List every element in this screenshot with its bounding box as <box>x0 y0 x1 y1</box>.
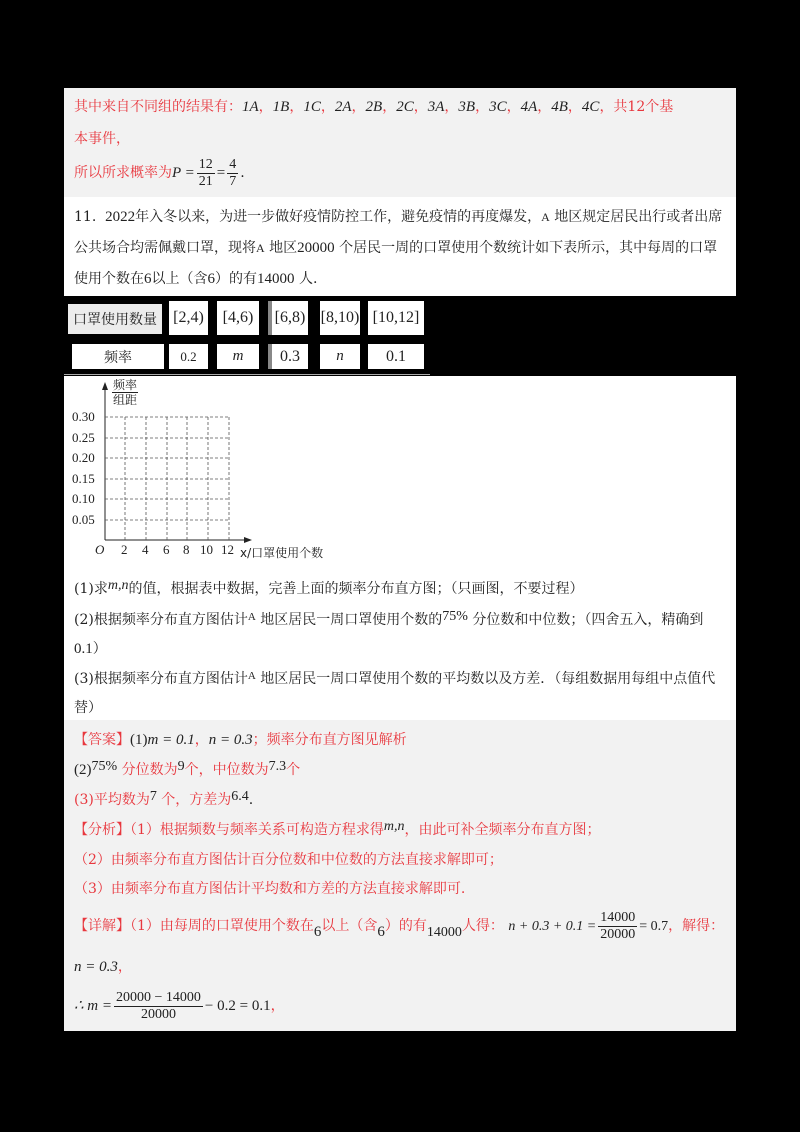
frac-den: 20000 <box>600 926 636 942</box>
y-label-denominator: 组距 <box>113 393 138 407</box>
detail-line-2 <box>74 958 132 976</box>
analysis-tag: 【分析】 <box>74 822 130 838</box>
table-interval: [6,8) <box>268 301 308 335</box>
outcome: 2C <box>396 99 414 115</box>
detail-tag: 【详解】 <box>74 918 130 934</box>
y-tick: 0.05 <box>72 512 95 527</box>
chart-subquestions-block <box>64 376 736 720</box>
table-bottom-rule <box>64 374 430 375</box>
text: 地区规定居民出行或者出席 <box>554 209 723 225</box>
threshold: 6 <box>144 271 152 287</box>
text: （1）根据频数与频率关系可构造方程求得 <box>130 822 384 838</box>
text: (3)平均数为 <box>74 792 150 808</box>
threshold: 6 <box>377 924 385 940</box>
text: 分位数和中位数；（四舍五入，精确到 <box>472 612 704 628</box>
percentile: 75% <box>91 759 118 774</box>
vars-m-n: m,n <box>107 578 129 593</box>
probability-prefix: 所以所求概率为 <box>74 165 172 181</box>
percentile: 75% <box>442 609 468 624</box>
period: . <box>248 792 254 808</box>
m-value: m = 0.1 <box>147 732 195 748</box>
frac-num: 20000 − 14000 <box>116 989 201 1005</box>
text: 人得： <box>461 918 504 934</box>
table-frequency: 0.1 <box>368 344 424 369</box>
text: 分位数为 <box>121 762 178 778</box>
subquestion-3 <box>74 670 715 689</box>
origin-label: O <box>95 542 105 557</box>
question-line-3 <box>74 270 317 288</box>
fraction-m-calc <box>114 990 203 1023</box>
table-frequency-n <box>320 344 360 369</box>
text: ；频率分布直方图见解析 <box>252 732 407 748</box>
m-rhs: − 0.2 = 0.1 <box>204 998 271 1014</box>
events-line: 本事件， <box>74 131 130 147</box>
population: 20000 <box>297 240 335 256</box>
histogram-chart <box>64 376 354 566</box>
mean-value: 7 <box>149 789 157 804</box>
var-m: m <box>232 348 244 364</box>
frac-den: 21 <box>198 173 213 189</box>
text: （1）由每周的口罩使用个数在 <box>130 918 314 934</box>
x-tick: 8 <box>183 542 190 557</box>
text: (3)根据频率分布直方图估计 <box>74 671 248 687</box>
fraction-12-21 <box>197 157 215 190</box>
table-frequency: 0.2 <box>169 344 208 369</box>
outcome: 3A <box>427 99 445 115</box>
frequency-table <box>64 296 430 376</box>
question-number: 11. <box>74 209 97 225</box>
y-axis-label <box>112 378 138 407</box>
frac-num: 14000 <box>600 909 636 925</box>
table-interval: [2,4) <box>169 301 208 335</box>
precision: 0.1 <box>74 641 93 657</box>
y-label-numerator: 频率 <box>113 378 138 392</box>
table-header-count: 口罩使用数量 <box>68 304 162 334</box>
table-frequency-m <box>217 344 259 369</box>
answer-line-1 <box>74 731 407 749</box>
text: 个 <box>286 762 301 778</box>
probability-line <box>74 156 245 190</box>
m-lhs: ∴ m = <box>74 998 112 1014</box>
region-a: A <box>256 241 265 255</box>
text: 地区 <box>269 240 298 256</box>
x-axis-label: x/口罩使用个数 <box>240 546 324 560</box>
fraction-4-7 <box>227 157 238 190</box>
frac-num: 4 <box>229 156 237 172</box>
outcomes-line: 其中来自不同组的结果有：1A，1B，1C，2A，2B，2C，3A，3B，3C，4A，4B，4C，共12个基 <box>74 99 674 115</box>
variance-value: 6.4 <box>231 789 249 804</box>
probability-symbol: P = <box>172 165 195 181</box>
text: 地区居民一周口罩使用个数的 <box>260 612 443 628</box>
subquestion-3-cont: 替） <box>74 700 102 716</box>
subquestion-2-cont <box>74 640 107 658</box>
text: (1)求 <box>74 581 108 597</box>
outcomes-suffix: ，共12个基 <box>599 99 674 115</box>
text: 个，方差为 <box>161 792 232 808</box>
analysis-line-2: （2）由频率分布直方图估计百分位数和中位数的方法直接求解即可； <box>74 852 503 868</box>
answer-line-3 <box>74 791 253 810</box>
equation-rhs: = 0.7 <box>639 919 669 934</box>
y-tick: 0.15 <box>72 471 95 486</box>
outcome: 1A <box>242 99 259 115</box>
text: 年入冬以来，为进一步做好疫情防控工作，避免疫情的再度爆发， <box>135 209 542 225</box>
threshold: 6 <box>313 924 322 940</box>
x-tick: 12 <box>221 542 234 557</box>
x-tick: 4 <box>142 542 149 557</box>
sep: ， <box>117 959 132 975</box>
region-a: A <box>247 670 256 682</box>
sep: ， <box>270 998 285 1014</box>
text: 公共场合均需佩戴口罩，现将 <box>74 240 256 256</box>
text: ）的有 <box>384 918 427 934</box>
table-interval: [8,10) <box>320 301 360 335</box>
y-tick: 0.20 <box>72 450 95 465</box>
region-a: A <box>541 210 550 224</box>
text: 人. <box>298 271 318 287</box>
question-line-2 <box>74 239 717 257</box>
subquestion-2 <box>74 611 703 630</box>
equals: = <box>216 165 226 181</box>
text: ） <box>92 641 107 657</box>
outcome: 3C <box>489 99 507 115</box>
y-tick: 0.30 <box>72 409 95 424</box>
frac-den: 7 <box>229 173 237 189</box>
text: ，解得： <box>668 918 725 934</box>
n-result: n = 0.3 <box>74 959 118 975</box>
answer-block <box>64 720 736 1031</box>
detail-line-3 <box>74 988 285 1024</box>
threshold: 6 <box>207 271 215 287</box>
text: 地区居民一周口罩使用个数的平均数以及方差．（每组数据用每组中点值代 <box>260 671 716 687</box>
table-interval: [4,6) <box>217 301 259 335</box>
outcome: 3B <box>458 99 476 115</box>
answer-line-2 <box>74 761 300 780</box>
outcome: 1C <box>303 99 321 115</box>
label: (2) <box>74 762 92 778</box>
text: ）的有 <box>215 271 257 287</box>
text: 以上（含 <box>151 271 208 287</box>
outcome: 4B <box>551 99 568 115</box>
histogram-grid-svg <box>64 376 354 566</box>
text: 以上（含 <box>321 918 378 934</box>
outcome: 2B <box>365 99 383 115</box>
analysis-line-3: （3）由频率分布直方图估计平均数和方差的方法直接求解即可. <box>74 881 466 897</box>
period: . <box>240 165 245 181</box>
year: 2022 <box>105 209 136 225</box>
sep: ， <box>194 732 209 748</box>
p75-value: 9 <box>177 759 185 774</box>
frac-num: 12 <box>198 156 213 172</box>
x-tick: 6 <box>163 542 170 557</box>
previous-solution-block <box>64 88 736 197</box>
x-tick: 10 <box>200 542 213 557</box>
n-value: n = 0.3 <box>208 732 253 748</box>
var-n: n <box>336 348 344 364</box>
text: 使用个数在 <box>74 271 144 287</box>
text: 个，中位数为 <box>184 762 269 778</box>
text: (2)根据频率分布直方图估计 <box>74 612 248 628</box>
y-tick: 0.10 <box>72 491 95 506</box>
count: 14000 <box>426 925 462 940</box>
count: 14000 <box>257 271 295 287</box>
subquestion-1 <box>74 580 583 599</box>
answer-tag: 【答案】 <box>74 732 130 748</box>
frac-den: 20000 <box>140 1006 176 1022</box>
text: 个居民一周的口罩使用个数统计如下表所示，其中每周的口罩 <box>339 240 718 256</box>
text: 的值，根据表中数据，完善上面的频率分布直方图；（只画图，不要过程） <box>128 581 584 597</box>
analysis-line-1 <box>74 821 601 840</box>
table-frequency: 0.3 <box>268 344 308 369</box>
equation-lhs: n + 0.3 + 0.1 = <box>508 919 597 934</box>
outcome: 4C <box>581 99 600 115</box>
outcome: 4A <box>520 99 538 115</box>
detail-line-1 <box>74 908 724 945</box>
region-a: A <box>247 611 256 623</box>
median-value: 7.3 <box>268 759 287 774</box>
table-interval: [10,12] <box>368 301 424 335</box>
outcome: 2A <box>334 99 352 115</box>
y-tick: 0.25 <box>72 430 95 445</box>
fraction-14000-20000 <box>598 910 637 943</box>
outcomes-prefix: 其中来自不同组的结果有： <box>74 99 242 115</box>
vars-m-n: m,n <box>383 819 405 834</box>
question-line-1 <box>74 208 722 226</box>
x-tick: 2 <box>121 542 128 557</box>
outcome: 1B <box>272 99 290 115</box>
label: (1) <box>130 732 148 748</box>
question-text-block <box>64 197 736 296</box>
text: ，由此可补全频率分布直方图； <box>404 822 601 838</box>
table-header-frequency: 频率 <box>72 344 164 369</box>
